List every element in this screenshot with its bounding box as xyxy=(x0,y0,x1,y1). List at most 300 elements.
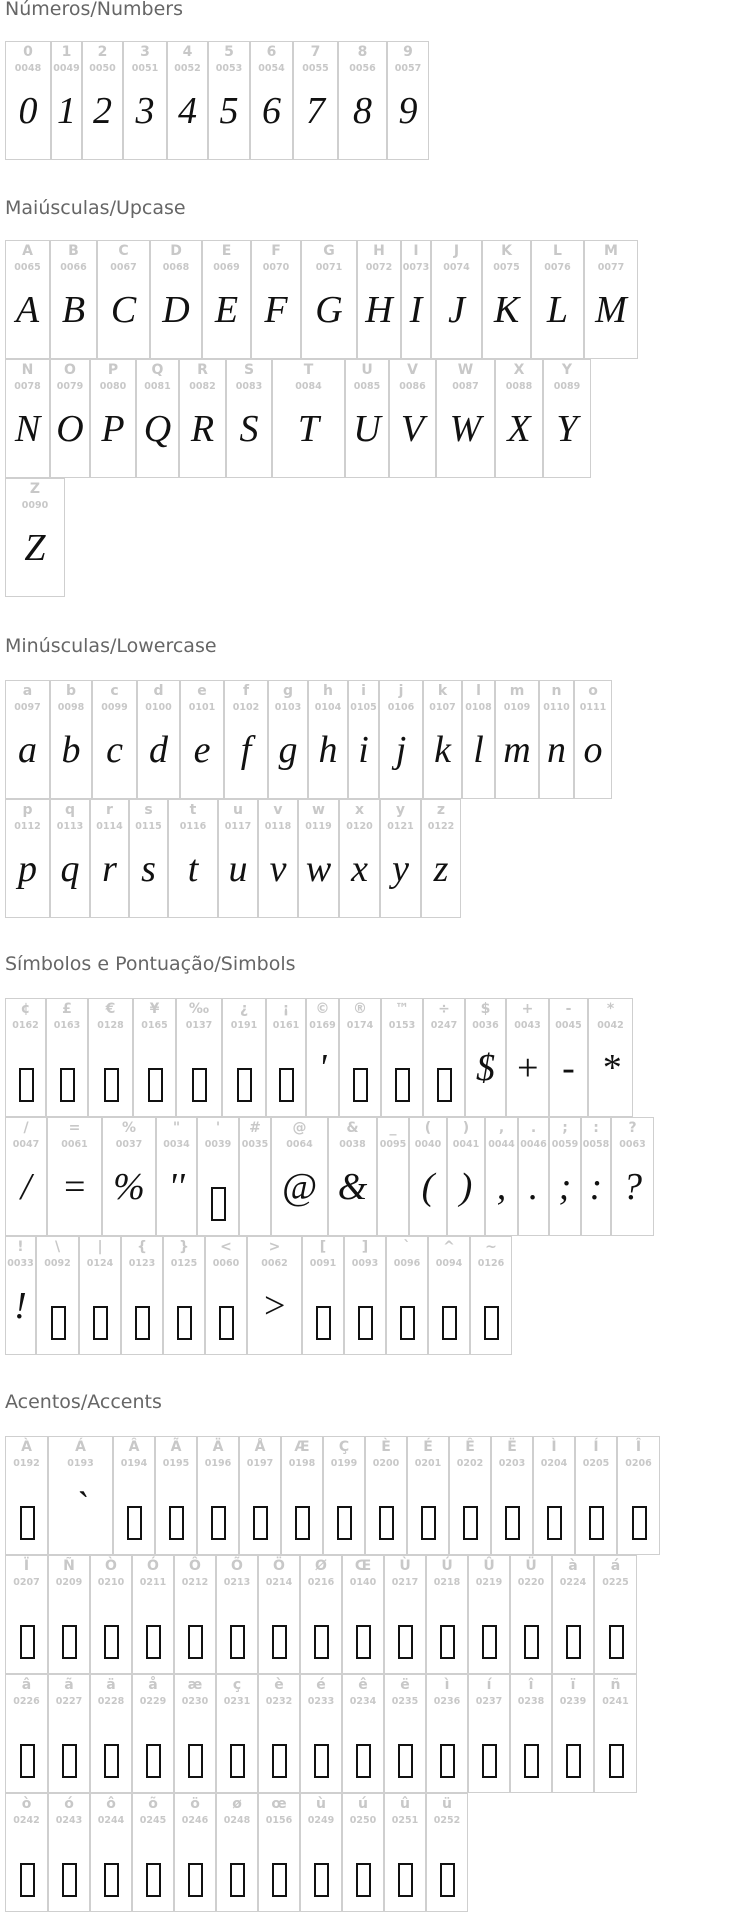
glyph-character-label: å xyxy=(148,1677,158,1693)
missing-glyph-box-icon xyxy=(356,1744,371,1778)
glyph-cell xyxy=(468,1674,510,1793)
glyph-cell xyxy=(594,1555,637,1674)
glyph-code-label: 0053 xyxy=(215,63,243,74)
glyph-code-label: 0076 xyxy=(544,262,571,273)
missing-glyph-box-icon xyxy=(398,1625,413,1659)
glyph-code-label: 0044 xyxy=(488,1139,515,1150)
glyph-cell xyxy=(51,41,82,160)
glyph-character-label: ä xyxy=(106,1677,116,1693)
glyph-sample: 4 xyxy=(178,90,197,132)
glyph-sample: k xyxy=(434,729,451,771)
glyph-character-label: Ï xyxy=(23,1558,30,1574)
section-title-lowercase: Minúsculas/Lowercase xyxy=(5,635,217,657)
missing-glyph-box-icon xyxy=(398,1863,413,1897)
glyph-character-label: G xyxy=(323,243,335,259)
missing-glyph-box-icon xyxy=(379,1506,394,1540)
glyph-character-label: y xyxy=(395,802,406,818)
glyph-sample: ! xyxy=(14,1285,27,1327)
glyph-cell xyxy=(202,240,251,359)
glyph-code-label: 0191 xyxy=(230,1020,258,1031)
glyph-cell xyxy=(251,240,301,359)
glyph-character-label: Ü xyxy=(525,1558,537,1574)
glyph-cell xyxy=(365,1436,407,1555)
glyph-code-label: 0094 xyxy=(435,1258,463,1269)
missing-glyph-box-icon xyxy=(547,1506,562,1540)
glyph-cell xyxy=(338,41,387,160)
missing-glyph-box-icon xyxy=(314,1625,329,1659)
glyph-character-label: g xyxy=(282,683,294,699)
glyph-code-label: 0107 xyxy=(429,702,456,713)
glyph-cell xyxy=(258,1793,300,1912)
glyph-code-label: 0063 xyxy=(619,1139,646,1150)
glyph-cell xyxy=(426,1674,468,1793)
glyph-code-label: 0125 xyxy=(170,1258,198,1269)
glyph-character-label: E xyxy=(221,243,232,259)
glyph-cell xyxy=(133,998,176,1117)
glyph-cell xyxy=(428,1236,470,1355)
glyph-character-label: q xyxy=(64,802,76,818)
glyph-code-label: 0033 xyxy=(7,1258,34,1269)
glyph-code-label: 0237 xyxy=(475,1696,503,1707)
glyph-cell xyxy=(197,1436,239,1555)
glyph-cell xyxy=(90,1674,132,1793)
glyph-code-label: 0198 xyxy=(288,1458,316,1469)
glyph-cell xyxy=(180,680,224,799)
glyph-cell xyxy=(302,1236,344,1355)
glyph-cell xyxy=(90,1555,132,1674)
glyph-character-label: Õ xyxy=(231,1558,243,1574)
glyph-character-label: = xyxy=(68,1120,81,1136)
glyph-code-label: 0212 xyxy=(181,1577,209,1588)
glyph-cell xyxy=(328,1117,377,1236)
glyph-sample: J xyxy=(448,289,465,331)
glyph-cell xyxy=(5,41,51,160)
glyph-sample: & xyxy=(337,1166,368,1208)
glyph-character-label: © xyxy=(315,1001,330,1017)
glyph-cell xyxy=(436,359,495,478)
glyph-sample: ? xyxy=(623,1166,642,1208)
glyph-sample: f xyxy=(240,729,252,771)
glyph-character-label: ñ xyxy=(610,1677,621,1693)
glyph-character-label: Æ xyxy=(294,1439,310,1455)
glyph-character-label: T xyxy=(303,362,314,378)
glyph-cell xyxy=(423,998,465,1117)
glyph-code-label: 0093 xyxy=(351,1258,379,1269)
glyph-code-label: 0220 xyxy=(517,1577,545,1588)
glyph-cell xyxy=(224,680,268,799)
glyph-character-label: õ xyxy=(148,1796,158,1812)
glyph-code-label: 0047 xyxy=(12,1139,40,1150)
glyph-code-label: 0234 xyxy=(349,1696,377,1707)
glyph-code-label: 0067 xyxy=(110,262,137,273)
glyph-code-label: 0101 xyxy=(188,702,216,713)
glyph-character-label: ó xyxy=(64,1796,74,1812)
glyph-code-label: 0100 xyxy=(145,702,172,713)
glyph-character-label: j xyxy=(398,683,404,699)
glyph-character-label: Ô xyxy=(189,1558,201,1574)
glyph-sample: : xyxy=(589,1166,603,1208)
glyph-cell xyxy=(465,998,506,1117)
glyph-cell xyxy=(426,1555,468,1674)
glyph-cell xyxy=(539,680,574,799)
glyph-cell xyxy=(218,799,258,918)
glyph-character-label: £ xyxy=(62,1001,72,1017)
glyph-cell xyxy=(386,1236,428,1355)
glyph-code-label: 0236 xyxy=(433,1696,461,1707)
glyph-character-label: - xyxy=(565,1001,572,1017)
glyph-cell xyxy=(132,1555,174,1674)
missing-glyph-box-icon xyxy=(482,1744,497,1778)
glyph-sample: V xyxy=(400,408,425,450)
glyph-sample: S xyxy=(239,408,259,450)
missing-glyph-box-icon xyxy=(440,1744,455,1778)
glyph-code-label: 0087 xyxy=(452,381,479,392)
glyph-cell xyxy=(339,799,380,918)
glyph-character-label: ï xyxy=(570,1677,576,1693)
glyph-character-label: ; xyxy=(562,1120,568,1136)
glyph-character-label: . xyxy=(530,1120,537,1136)
missing-glyph-box-icon xyxy=(272,1625,287,1659)
glyph-code-label: 0137 xyxy=(185,1020,213,1031)
glyph-character-label: f xyxy=(242,683,250,699)
glyph-cell xyxy=(384,1793,426,1912)
glyph-code-label: 0071 xyxy=(315,262,343,273)
glyph-character-label: è xyxy=(274,1677,284,1693)
glyph-sample: F xyxy=(264,289,288,331)
glyph-character-label: _ xyxy=(389,1120,397,1136)
glyph-sample: - xyxy=(562,1047,575,1089)
glyph-sample: e xyxy=(193,729,211,771)
glyph-cell xyxy=(155,1436,197,1555)
glyph-code-label: 0202 xyxy=(456,1458,484,1469)
glyph-character-label: à xyxy=(568,1558,578,1574)
glyph-sample: A xyxy=(15,289,40,331)
glyph-cell xyxy=(150,240,202,359)
missing-glyph-box-icon xyxy=(19,1068,34,1102)
glyph-cell xyxy=(48,1674,90,1793)
glyph-code-label: 0204 xyxy=(540,1458,568,1469)
glyph-cell xyxy=(5,680,50,799)
glyph-cell xyxy=(174,1793,216,1912)
glyph-code-label: 0070 xyxy=(262,262,290,273)
glyph-sample: G xyxy=(315,289,343,331)
glyph-sample: X xyxy=(507,408,531,450)
glyph-character-label: 7 xyxy=(310,44,321,60)
glyph-cell xyxy=(5,240,50,359)
glyph-cell xyxy=(48,1793,90,1912)
glyph-character-label: o xyxy=(588,683,598,699)
glyph-character-label: é xyxy=(316,1677,326,1693)
glyph-sample: Q xyxy=(143,408,172,450)
glyph-cell xyxy=(575,1436,617,1555)
glyph-character-label: È xyxy=(381,1439,391,1455)
glyph-character-label: ¿ xyxy=(239,1001,249,1017)
glyph-sample: B xyxy=(61,289,86,331)
glyph-character-label: ü xyxy=(442,1796,452,1812)
missing-glyph-box-icon xyxy=(463,1506,478,1540)
glyph-code-label: 0246 xyxy=(181,1815,209,1826)
glyph-code-label: 0241 xyxy=(602,1696,629,1707)
missing-glyph-box-icon xyxy=(442,1306,457,1340)
glyph-code-label: 0214 xyxy=(265,1577,293,1588)
glyph-code-label: 0140 xyxy=(349,1577,377,1588)
glyph-character-label: Ú xyxy=(441,1558,453,1574)
glyph-code-label: 0109 xyxy=(503,702,531,713)
glyph-code-label: 0122 xyxy=(427,821,455,832)
missing-glyph-box-icon xyxy=(127,1506,142,1540)
glyph-code-label: 0239 xyxy=(559,1696,587,1707)
glyph-code-label: 0200 xyxy=(372,1458,400,1469)
glyph-character-label: 3 xyxy=(140,44,150,60)
missing-glyph-box-icon xyxy=(20,1506,35,1540)
glyph-sample: ' xyxy=(318,1047,327,1089)
glyph-code-label: 0124 xyxy=(86,1258,114,1269)
glyph-cell xyxy=(48,1555,90,1674)
missing-glyph-box-icon xyxy=(272,1744,287,1778)
glyph-character-label: ò xyxy=(21,1796,32,1812)
missing-glyph-box-icon xyxy=(440,1863,455,1897)
glyph-sample: b xyxy=(61,729,81,771)
glyph-sample: C xyxy=(110,289,137,331)
glyph-character-label: J xyxy=(453,243,460,259)
glyph-cell xyxy=(510,1674,552,1793)
glyph-cell xyxy=(5,1436,48,1555)
glyph-cell xyxy=(533,1436,575,1555)
glyph-character-label: i xyxy=(361,683,366,699)
glyph-character-label: ö xyxy=(190,1796,200,1812)
glyph-code-label: 0055 xyxy=(302,63,329,74)
glyph-cell xyxy=(552,1674,594,1793)
glyph-cell xyxy=(129,799,168,918)
glyph-cell xyxy=(387,41,429,160)
glyph-code-label: 0095 xyxy=(379,1139,407,1150)
missing-glyph-box-icon xyxy=(356,1625,371,1659)
section-title-simbols: Símbolos e Pontuação/Simbols xyxy=(5,953,296,975)
glyph-code-label: 0197 xyxy=(246,1458,274,1469)
glyph-cell xyxy=(518,1117,549,1236)
glyph-code-label: 0163 xyxy=(53,1020,81,1031)
glyph-code-label: 0232 xyxy=(265,1696,293,1707)
glyph-code-label: 0117 xyxy=(224,821,252,832)
glyph-cell xyxy=(168,799,218,918)
missing-glyph-box-icon xyxy=(60,1068,75,1102)
glyph-sample: R xyxy=(190,408,215,450)
glyph-code-label: 0102 xyxy=(232,702,260,713)
glyph-code-label: 0193 xyxy=(67,1458,94,1469)
missing-glyph-box-icon xyxy=(62,1863,77,1897)
glyph-cell xyxy=(485,1117,518,1236)
glyph-cell xyxy=(247,1236,302,1355)
glyph-code-label: 0243 xyxy=(55,1815,83,1826)
glyph-character-label: 8 xyxy=(357,44,368,60)
missing-glyph-box-icon xyxy=(632,1506,647,1540)
glyph-code-label: 0238 xyxy=(517,1696,545,1707)
glyph-cell xyxy=(268,680,308,799)
glyph-character-label: m xyxy=(509,683,525,699)
glyph-character-label: Ë xyxy=(507,1439,517,1455)
glyph-cell xyxy=(48,1436,113,1555)
glyph-code-label: 0049 xyxy=(53,63,80,74)
glyph-code-label: 0106 xyxy=(387,702,415,713)
glyph-character-label: Ì xyxy=(551,1439,557,1455)
glyph-character-label: Ñ xyxy=(63,1558,75,1574)
glyph-cell xyxy=(431,240,482,359)
glyph-code-label: 0245 xyxy=(139,1815,167,1826)
glyph-cell xyxy=(342,1793,384,1912)
glyph-character-label: H xyxy=(373,243,385,259)
glyph-code-label: 0128 xyxy=(97,1020,124,1031)
glyph-code-label: 0085 xyxy=(353,381,381,392)
glyph-code-label: 0123 xyxy=(128,1258,156,1269)
glyph-character-label: @ xyxy=(292,1120,307,1136)
glyph-cell xyxy=(50,799,90,918)
missing-glyph-box-icon xyxy=(356,1863,371,1897)
glyph-code-label: 0105 xyxy=(350,702,377,713)
missing-glyph-box-icon xyxy=(104,1625,119,1659)
glyph-character-label: t xyxy=(189,802,197,818)
glyph-cell xyxy=(216,1674,258,1793)
glyph-cell xyxy=(409,1117,447,1236)
glyph-character-label: ê xyxy=(358,1677,368,1693)
glyph-cell xyxy=(258,799,298,918)
missing-glyph-box-icon xyxy=(20,1744,35,1778)
glyph-code-label: 0227 xyxy=(55,1696,83,1707)
glyph-code-label: 0043 xyxy=(514,1020,541,1031)
glyph-sample: l xyxy=(473,729,484,771)
glyph-code-label: 0037 xyxy=(115,1139,143,1150)
glyph-cell xyxy=(377,1117,409,1236)
glyph-code-label: 0086 xyxy=(399,381,426,392)
glyph-cell xyxy=(90,1793,132,1912)
missing-glyph-box-icon xyxy=(188,1625,203,1659)
glyph-cell xyxy=(449,1436,491,1555)
missing-glyph-box-icon xyxy=(211,1187,226,1221)
glyph-character-label: [ xyxy=(319,1239,327,1255)
glyph-character-label: U xyxy=(361,362,373,378)
glyph-sample: 0 xyxy=(18,90,38,132)
glyph-sample: / xyxy=(20,1166,32,1208)
glyph-character-label: ' xyxy=(215,1120,221,1136)
missing-glyph-box-icon xyxy=(104,1863,119,1897)
glyph-character-label: : xyxy=(593,1120,599,1136)
glyph-character-label: C xyxy=(118,243,129,259)
glyph-sample: O xyxy=(56,408,84,450)
glyph-character-label: î xyxy=(528,1677,534,1693)
glyph-character-label: ( xyxy=(424,1120,432,1136)
glyph-sample: o xyxy=(583,729,603,771)
missing-glyph-box-icon xyxy=(20,1625,35,1659)
glyph-character-label: > xyxy=(268,1239,281,1255)
glyph-sample: c xyxy=(106,729,123,771)
glyph-code-label: 0218 xyxy=(433,1577,461,1588)
missing-glyph-box-icon xyxy=(505,1506,520,1540)
missing-glyph-box-icon xyxy=(146,1863,161,1897)
glyph-cell xyxy=(281,1436,323,1555)
glyph-code-label: 0077 xyxy=(597,262,625,273)
glyph-code-label: 0042 xyxy=(597,1020,624,1031)
glyph-cell xyxy=(482,240,531,359)
glyph-character-label: 2 xyxy=(97,44,108,60)
glyph-code-label: 0069 xyxy=(213,262,240,273)
glyph-character-label: z xyxy=(436,802,446,818)
glyph-code-label: 0104 xyxy=(314,702,342,713)
glyph-code-label: 0062 xyxy=(261,1258,288,1269)
missing-glyph-box-icon xyxy=(524,1744,539,1778)
glyph-code-label: 0036 xyxy=(472,1020,499,1031)
glyph-character-label: O xyxy=(64,362,76,378)
glyph-character-label: / xyxy=(23,1120,29,1136)
glyph-cell xyxy=(5,998,46,1117)
glyph-character-label: É xyxy=(423,1439,433,1455)
glyph-code-label: 0247 xyxy=(430,1020,458,1031)
missing-glyph-box-icon xyxy=(358,1306,373,1340)
glyph-sample: D xyxy=(162,289,190,331)
glyph-character-label: ¡ xyxy=(282,1001,290,1017)
glyph-cell xyxy=(5,1117,47,1236)
glyph-character-label: ` xyxy=(403,1239,411,1255)
missing-glyph-box-icon xyxy=(219,1306,234,1340)
glyph-character-label: A xyxy=(22,243,33,259)
glyph-code-label: 0038 xyxy=(339,1139,366,1150)
glyph-code-label: 0114 xyxy=(96,821,123,832)
glyph-sample: v xyxy=(269,848,287,890)
missing-glyph-box-icon xyxy=(230,1863,245,1897)
glyph-character-label: Ç xyxy=(338,1439,350,1455)
glyph-code-label: 0224 xyxy=(559,1577,587,1588)
glyph-cell xyxy=(495,359,543,478)
glyph-cell xyxy=(50,359,90,478)
glyph-cell xyxy=(137,680,180,799)
glyph-code-label: 0058 xyxy=(582,1139,610,1150)
glyph-cell xyxy=(380,799,421,918)
glyph-sample: j xyxy=(395,729,407,771)
glyph-code-label: 0041 xyxy=(452,1139,480,1150)
glyph-character-label: s xyxy=(144,802,153,818)
glyph-character-label: 5 xyxy=(224,44,234,60)
glyph-character-label: L xyxy=(553,243,562,259)
glyph-cell xyxy=(345,359,389,478)
glyph-sample: L xyxy=(546,289,569,331)
glyph-sample: , xyxy=(496,1166,507,1208)
glyph-cell xyxy=(306,998,339,1117)
glyph-character-label: ù xyxy=(316,1796,326,1812)
glyph-code-label: 0090 xyxy=(21,500,49,511)
glyph-cell xyxy=(5,478,65,597)
glyph-character-label: í xyxy=(486,1677,492,1693)
glyph-code-label: 0096 xyxy=(393,1258,421,1269)
glyph-character-label: â xyxy=(21,1677,32,1693)
glyph-cell xyxy=(401,240,431,359)
missing-glyph-box-icon xyxy=(398,1744,413,1778)
missing-glyph-box-icon xyxy=(353,1068,368,1102)
glyph-character-label: Œ xyxy=(354,1558,372,1574)
glyph-cell xyxy=(113,1436,155,1555)
glyph-code-label: 0165 xyxy=(141,1020,168,1031)
missing-glyph-box-icon xyxy=(524,1625,539,1659)
glyph-cell xyxy=(381,998,423,1117)
missing-glyph-box-icon xyxy=(316,1306,331,1340)
glyph-code-label: 0206 xyxy=(625,1458,652,1469)
glyph-character-label: w xyxy=(312,802,325,818)
glyph-sample: * xyxy=(601,1047,620,1089)
glyph-sample: z xyxy=(433,848,449,890)
glyph-code-label: 0231 xyxy=(223,1696,251,1707)
glyph-code-label: 0216 xyxy=(307,1577,335,1588)
glyph-cell xyxy=(384,1674,426,1793)
glyph-cell xyxy=(581,1117,611,1236)
glyph-sample: = xyxy=(61,1166,88,1208)
glyph-cell xyxy=(584,240,638,359)
